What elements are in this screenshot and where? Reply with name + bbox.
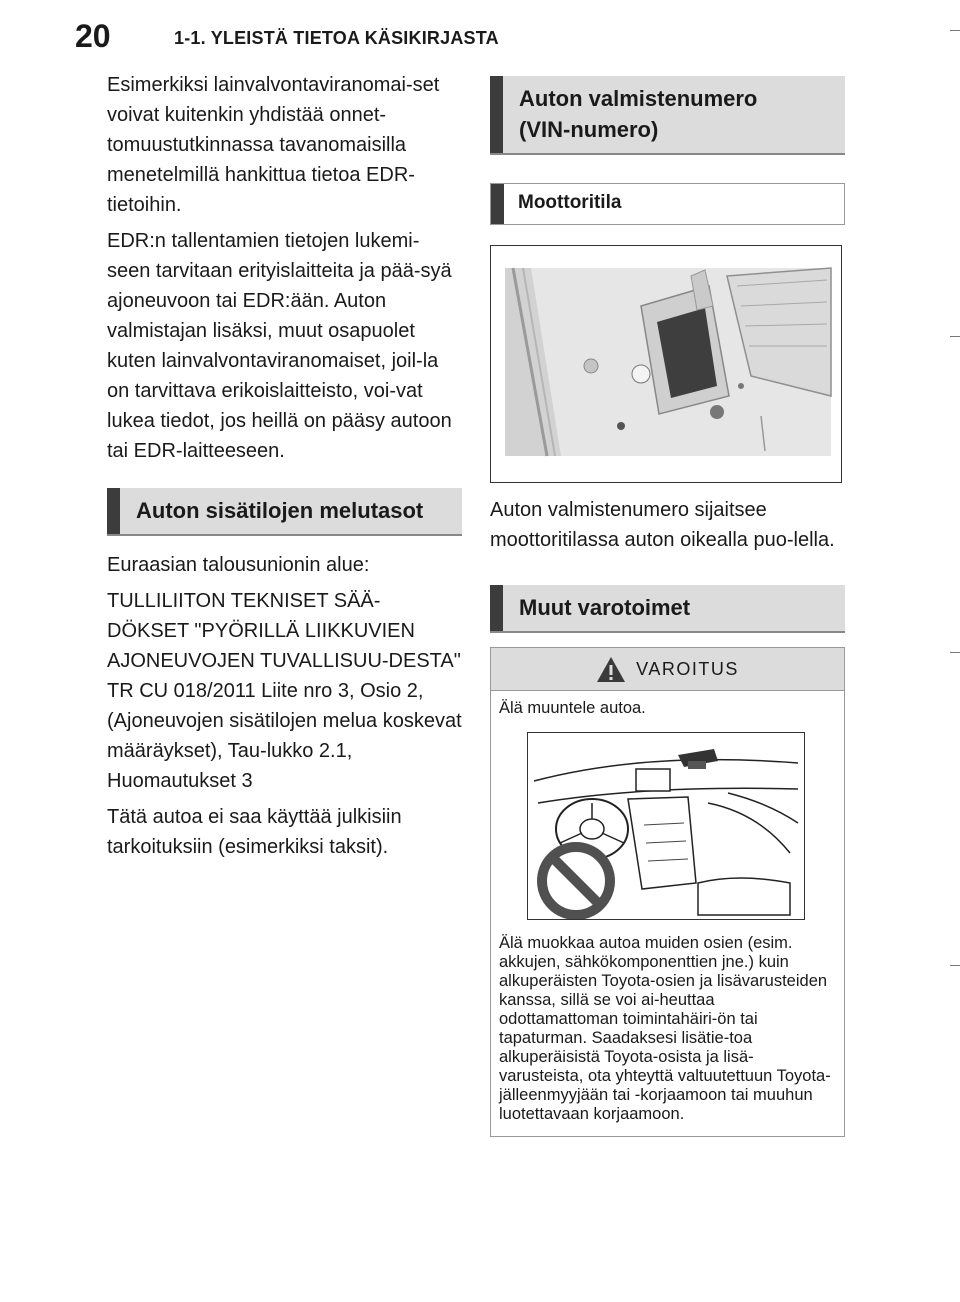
warning-label: VAROITUS <box>636 658 739 679</box>
engine-bay-drawing <box>491 246 841 482</box>
section-heading-other <box>490 585 845 633</box>
car-interior-drawing <box>528 733 804 919</box>
body-paragraph: EDR:n tallentamien tietojen lukemi-seen tarvitaan erityislaitteita ja pää-syä ajoneuvoon tai EDR:ään. Auton valmistajan lisäksi, muut osapuolet kuten lainvalvontaviranomaiset, joil-la on tarvittava erikoislaitteisto, voi-vat lukea tiedot, jos heillä on pääsy autoon tai EDR-laitteeseen. <box>107 230 452 462</box>
crop-mark <box>950 652 960 653</box>
section-heading-noise <box>107 488 462 536</box>
warning-body <box>491 691 844 1136</box>
subheading-engine-bay <box>490 183 845 225</box>
crop-mark <box>950 965 960 966</box>
heading-text: Auton sisätilojen melutasot <box>136 498 424 523</box>
warning-text: Älä muokkaa autoa muiden osien (esim. akkujen, sähkökomponenttien jne.) kuin alkuperäisten Toyota-osien ja lisävarusteiden kanssa, sillä se voi ai-heuttaa odottamattoman toimintahäiri-ön tai tapaturman. Saadaksesi lisätie-toa alkuperäisistä Toyota-osista ja lisä-varusteista, ota yhteyttä valtuutettuun Toyota-jälleenmyyjään tai -korjaamoon tai muuhun luotettavaan korjaamoon. <box>499 934 831 1123</box>
page-number: 20 <box>75 18 111 54</box>
body-paragraph: Esimerkiksi lainvalvontaviranomai-set voivat kuitenkin yhdistää onnet-tomuustutkinnassa tavanomaisilla menetelmillä hankittua tietoa EDR-tietoihin. <box>107 74 440 216</box>
heading-bar <box>490 76 503 153</box>
heading-text <box>503 76 767 153</box>
warning-text: Älä muuntele autoa. <box>499 699 646 717</box>
crop-mark <box>950 336 960 337</box>
warning-box <box>490 647 845 1137</box>
body-paragraph: Tätä autoa ei saa käyttää julkisiin tarkoituksiin (esimerkiksi taksit). <box>107 806 402 858</box>
heading-text: Muut varotoimet <box>519 595 691 620</box>
subheading-bar <box>491 184 504 224</box>
heading-bar <box>490 585 503 631</box>
right-column <box>490 76 845 1137</box>
interior-illustration <box>527 732 805 920</box>
left-column <box>107 70 462 868</box>
body-paragraph: Euraasian talousunionin alue: <box>107 554 370 576</box>
warning-triangle-icon <box>596 656 626 683</box>
subheading-text: Moottoritila <box>518 192 622 213</box>
body-paragraph: TULLILIITON TEKNISET SÄÄ-DÖKSET "PYÖRILLÄ LIIKKUVIEN AJONEUVOJEN TUVALLISUU-DESTA" TR CU 018/2011 Liite nro 3, Osio 2, (Ajoneuvojen sisätilojen melua koskevat määräykset), Tau-lukko 2.1, Huomautukset 3 <box>107 590 462 792</box>
heading-bar <box>107 488 120 534</box>
heading-line: (VIN-numero) <box>519 117 659 142</box>
crop-mark <box>950 30 960 31</box>
section-heading-vin <box>490 76 845 155</box>
vin-location-text: Auton valmistenumero sijaitsee moottoritilassa auton oikealla puo-lella. <box>490 499 835 551</box>
section-title: 1-1. YLEISTÄ TIETOA KÄSIKIRJASTA <box>174 28 499 48</box>
engine-bay-illustration <box>490 245 842 483</box>
warning-header <box>491 648 844 691</box>
heading-line: Auton valmistenumero <box>519 86 758 111</box>
